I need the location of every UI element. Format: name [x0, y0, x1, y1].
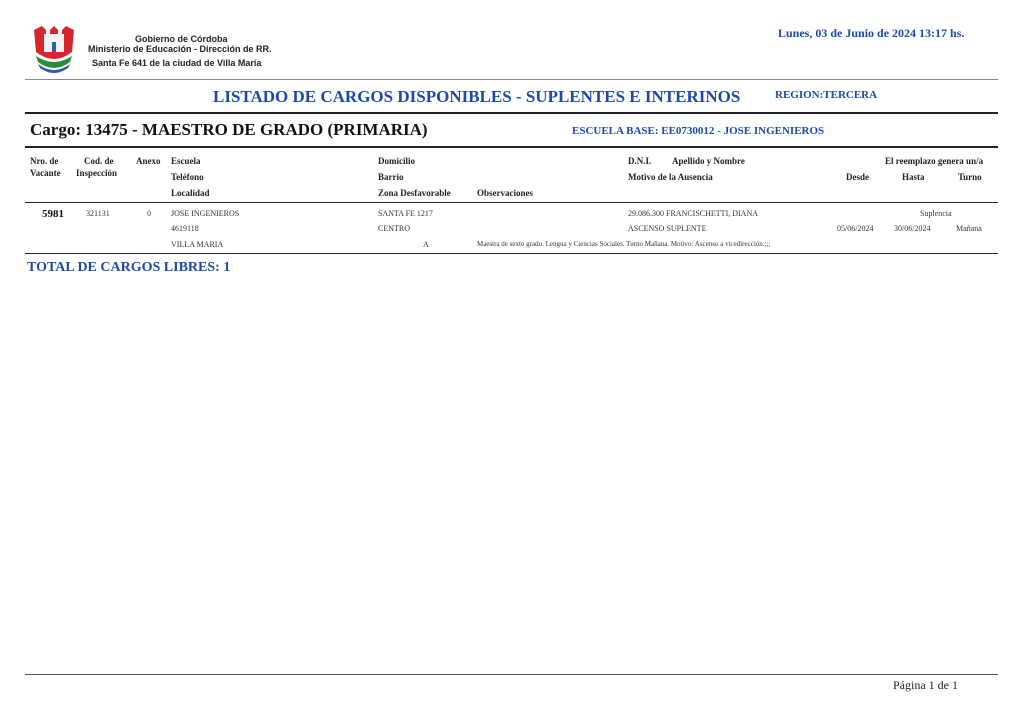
col-nro-vacante-1: Nro. de [30, 156, 59, 166]
footer-divider [25, 674, 998, 675]
row-divider [25, 253, 998, 254]
escuela-base: ESCUELA BASE: EE0730012 - JOSE INGENIEROS [572, 125, 825, 137]
col-localidad: Localidad [171, 188, 210, 198]
cell-escuela: JOSE INGENIEROS [171, 209, 240, 218]
col-desde: Desde [846, 172, 869, 182]
col-zona: Zona Desfavorable [378, 188, 451, 198]
cell-turno: Mañana [956, 224, 982, 233]
col-escuela: Escuela [171, 156, 201, 166]
col-dni: D.N.I. [628, 156, 652, 166]
cell-cod-inspeccion: 321131 [86, 209, 110, 218]
col-telefono: Teléfono [171, 172, 204, 182]
cell-telefono: 4619118 [171, 224, 199, 233]
col-domicilio: Domicilio [378, 156, 415, 166]
cell-reemplazo: Suplencia [920, 209, 952, 218]
col-cod-inspeccion-2: Inspección [76, 168, 118, 178]
col-motivo: Motivo de la Ausencia [628, 172, 713, 182]
org-ministry: Ministerio de Educación - Dirección de RR. [88, 44, 272, 54]
cell-domicilio: SANTA FE 1217 [378, 209, 433, 218]
cell-dni-nombre: 29.086.300 FRANCISCHETTI, DIANA [628, 209, 758, 218]
col-hasta: Hasta [902, 172, 925, 182]
cell-desde: 05/06/2024 [837, 224, 874, 233]
cell-barrio: CENTRO [378, 224, 410, 233]
region-label: REGION:TERCERA [775, 89, 878, 101]
col-nro-vacante-2: Vacante [30, 168, 61, 178]
cell-motivo: ASCENSO SUPLENTE [628, 224, 707, 233]
header-row-divider [25, 202, 998, 203]
cargo-title: Cargo: 13475 - MAESTRO DE GRADO (PRIMARIA) [30, 120, 428, 139]
report-datetime: Lunes, 03 de Junio de 2024 13:17 hs. [778, 26, 965, 40]
cell-zona: A [423, 240, 429, 249]
org-address: Santa Fe 641 de la ciudad de Villa María [92, 58, 262, 68]
col-apellido-nombre: Apellido y Nombre [672, 156, 745, 166]
cell-nro-vacante: 5981 [42, 208, 64, 220]
col-turno: Turno [958, 172, 982, 182]
header-divider [25, 79, 998, 80]
total-cargos-libres: TOTAL DE CARGOS LIBRES: 1 [27, 260, 231, 275]
cell-localidad: VILLA MARIA [171, 240, 224, 249]
cordoba-coat-of-arms-logo [28, 22, 80, 78]
col-reemplazo: El reemplazo genera un/a [885, 156, 984, 166]
org-name: Gobierno de Córdoba [135, 34, 228, 44]
page-number: Página 1 de 1 [893, 678, 958, 692]
cell-anexo: 0 [147, 209, 151, 218]
col-anexo: Anexo [136, 156, 161, 166]
col-cod-inspeccion-1: Cod. de [84, 156, 114, 166]
cell-observaciones: Maestra de sexto grado. Lengua y Ciencias Sociales. Turno Mañana. Motivo: Ascenso a vicedirección.;;; [477, 240, 771, 248]
cell-hasta: 30/06/2024 [894, 224, 931, 233]
report-title: LISTADO DE CARGOS DISPONIBLES - SUPLENTES E INTERINOS [213, 87, 741, 106]
cargo-divider [25, 146, 998, 148]
col-observaciones: Observaciones [477, 188, 533, 198]
title-divider [25, 112, 998, 114]
col-barrio: Barrio [378, 172, 404, 182]
